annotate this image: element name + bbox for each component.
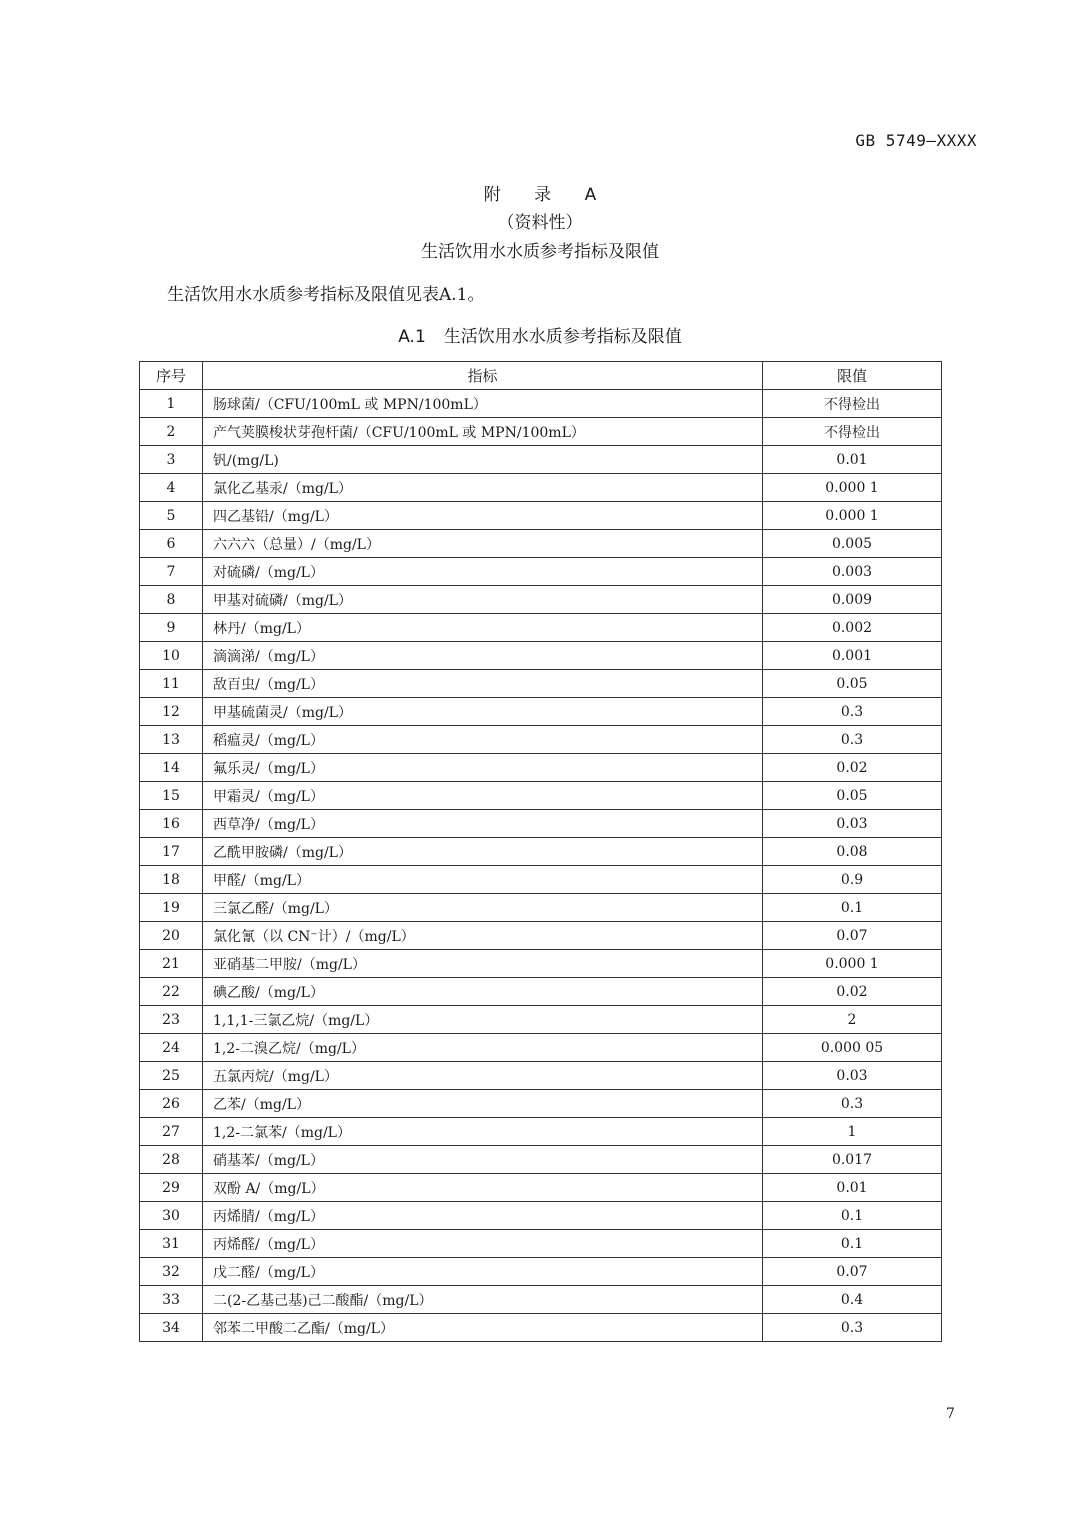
row-limit-cell: 不得检出 [763, 390, 942, 418]
row-serial-cell: 10 [140, 642, 203, 670]
row-indicator-cell: 双酚 A/（mg/L） [203, 1174, 763, 1202]
row-indicator-cell: 二(2-乙基己基)己二酸酯/（mg/L） [203, 1286, 763, 1314]
row-serial-cell: 25 [140, 1062, 203, 1090]
column-header-indicator: 指标 [203, 362, 763, 390]
row-serial-cell: 31 [140, 1230, 203, 1258]
row-indicator-cell: 甲基硫菌灵/（mg/L） [203, 698, 763, 726]
table-row [140, 642, 942, 670]
row-limit-cell: 0.1 [763, 894, 942, 922]
row-serial-cell: 34 [140, 1314, 203, 1342]
table-caption [0, 322, 1080, 347]
table-row [140, 558, 942, 586]
row-limit-cell: 0.000 1 [763, 950, 942, 978]
row-indicator-cell: 对硫磷/（mg/L） [203, 558, 763, 586]
row-serial-cell: 5 [140, 502, 203, 530]
row-limit-cell: 0.005 [763, 530, 942, 558]
row-indicator-cell: 三氯乙醛/（mg/L） [203, 894, 763, 922]
row-indicator-cell: 邻苯二甲酸二乙酯/（mg/L） [203, 1314, 763, 1342]
table-row [140, 698, 942, 726]
row-serial-cell: 13 [140, 726, 203, 754]
page-number: 7 [946, 1406, 955, 1422]
table-row [140, 922, 942, 950]
row-serial-cell: 1 [140, 390, 203, 418]
table-row [140, 1202, 942, 1230]
row-limit-cell: 0.05 [763, 782, 942, 810]
table-row [140, 782, 942, 810]
row-indicator-cell: 六六六（总量）/（mg/L） [203, 530, 763, 558]
row-limit-cell: 2 [763, 1006, 942, 1034]
row-limit-cell: 0.02 [763, 978, 942, 1006]
row-serial-cell: 29 [140, 1174, 203, 1202]
row-indicator-cell: 滴滴涕/（mg/L） [203, 642, 763, 670]
row-serial-cell: 28 [140, 1146, 203, 1174]
row-serial-cell: 24 [140, 1034, 203, 1062]
row-serial-cell: 15 [140, 782, 203, 810]
row-limit-cell: 0.009 [763, 586, 942, 614]
table-row [140, 530, 942, 558]
row-indicator-cell: 乙苯/（mg/L） [203, 1090, 763, 1118]
table-body [140, 390, 942, 1342]
row-limit-cell: 0.05 [763, 670, 942, 698]
table-row [140, 446, 942, 474]
row-limit-cell: 0.002 [763, 614, 942, 642]
row-serial-cell: 33 [140, 1286, 203, 1314]
row-limit-cell: 0.01 [763, 1174, 942, 1202]
row-limit-cell: 0.01 [763, 446, 942, 474]
row-indicator-cell: 丙烯腈/（mg/L） [203, 1202, 763, 1230]
row-limit-cell: 0.003 [763, 558, 942, 586]
row-serial-cell: 14 [140, 754, 203, 782]
table-row [140, 1090, 942, 1118]
row-indicator-cell: 产气荚膜梭状芽孢杆菌/（CFU/100mL 或 MPN/100mL） [203, 418, 763, 446]
table-header-row [140, 362, 942, 390]
table-row [140, 474, 942, 502]
row-indicator-cell: 氯化乙基汞/（mg/L） [203, 474, 763, 502]
row-indicator-cell: 氯化氰（以 CN⁻计）/（mg/L） [203, 922, 763, 950]
row-serial-cell: 6 [140, 530, 203, 558]
row-serial-cell: 23 [140, 1006, 203, 1034]
row-limit-cell: 0.017 [763, 1146, 942, 1174]
row-limit-cell: 0.9 [763, 866, 942, 894]
row-serial-cell: 19 [140, 894, 203, 922]
row-limit-cell: 0.000 1 [763, 474, 942, 502]
table-row [140, 670, 942, 698]
row-limit-cell: 不得检出 [763, 418, 942, 446]
table-row [140, 866, 942, 894]
row-indicator-cell: 碘乙酸/（mg/L） [203, 978, 763, 1006]
row-serial-cell: 2 [140, 418, 203, 446]
row-serial-cell: 9 [140, 614, 203, 642]
row-serial-cell: 18 [140, 866, 203, 894]
row-indicator-cell: 1,1,1-三氯乙烷/（mg/L） [203, 1006, 763, 1034]
table-row [140, 1146, 942, 1174]
row-limit-cell: 1 [763, 1118, 942, 1146]
row-indicator-cell: 肠球菌/（CFU/100mL 或 MPN/100mL） [203, 390, 763, 418]
row-indicator-cell: 林丹/（mg/L） [203, 614, 763, 642]
table-row [140, 1118, 942, 1146]
table-row [140, 810, 942, 838]
row-indicator-cell: 1,2-二溴乙烷/（mg/L） [203, 1034, 763, 1062]
intro-paragraph: 生活饮用水水质参考指标及限值见表A.1。 [167, 285, 485, 305]
standard-code: GB 5749—XXXX [855, 131, 977, 150]
table-row [140, 1314, 942, 1342]
row-serial-cell: 3 [140, 446, 203, 474]
row-limit-cell: 0.000 05 [763, 1034, 942, 1062]
row-indicator-cell: 1,2-二氯苯/（mg/L） [203, 1118, 763, 1146]
row-serial-cell: 27 [140, 1118, 203, 1146]
table-row [140, 1062, 942, 1090]
column-header-limit: 限值 [763, 362, 942, 390]
table-row [140, 586, 942, 614]
table-row [140, 894, 942, 922]
table-row [140, 838, 942, 866]
row-limit-cell: 0.000 1 [763, 502, 942, 530]
row-indicator-cell: 甲基对硫磷/（mg/L） [203, 586, 763, 614]
row-serial-cell: 4 [140, 474, 203, 502]
table-row [140, 1286, 942, 1314]
row-limit-cell: 0.03 [763, 810, 942, 838]
row-serial-cell: 22 [140, 978, 203, 1006]
row-limit-cell: 0.02 [763, 754, 942, 782]
row-limit-cell: 0.1 [763, 1202, 942, 1230]
row-limit-cell: 0.07 [763, 922, 942, 950]
row-indicator-cell: 亚硝基二甲胺/（mg/L） [203, 950, 763, 978]
table-row [140, 950, 942, 978]
row-serial-cell: 21 [140, 950, 203, 978]
table-row [140, 614, 942, 642]
row-indicator-cell: 西草净/（mg/L） [203, 810, 763, 838]
table-row [140, 502, 942, 530]
row-limit-cell: 0.1 [763, 1230, 942, 1258]
row-limit-cell: 0.07 [763, 1258, 942, 1286]
row-limit-cell: 0.001 [763, 642, 942, 670]
row-indicator-cell: 乙酰甲胺磷/（mg/L） [203, 838, 763, 866]
row-indicator-cell: 硝基苯/（mg/L） [203, 1146, 763, 1174]
appendix-title: 生活饮用水水质参考指标及限值 [421, 242, 659, 262]
table-caption-title: 生活饮用水水质参考指标及限值 [443, 327, 682, 347]
row-serial-cell: 26 [140, 1090, 203, 1118]
row-limit-cell: 0.3 [763, 698, 942, 726]
appendix-label: 附 录 A [483, 185, 611, 205]
row-indicator-cell: 氟乐灵/（mg/L） [203, 754, 763, 782]
table-row [140, 1230, 942, 1258]
row-limit-cell: 0.3 [763, 1090, 942, 1118]
row-serial-cell: 20 [140, 922, 203, 950]
row-limit-cell: 0.08 [763, 838, 942, 866]
table-row [140, 1034, 942, 1062]
appendix-nature: （资料性） [497, 213, 583, 233]
table-caption-number: A.1 [398, 327, 426, 347]
table-row [140, 1174, 942, 1202]
column-header-serial: 序号 [140, 362, 203, 390]
row-limit-cell: 0.3 [763, 726, 942, 754]
row-serial-cell: 11 [140, 670, 203, 698]
row-indicator-cell: 敌百虫/（mg/L） [203, 670, 763, 698]
table-row [140, 1006, 942, 1034]
row-indicator-cell: 戊二醛/（mg/L） [203, 1258, 763, 1286]
row-limit-cell: 0.4 [763, 1286, 942, 1314]
table-row [140, 390, 942, 418]
table-row [140, 726, 942, 754]
row-indicator-cell: 丙烯醛/（mg/L） [203, 1230, 763, 1258]
row-indicator-cell: 钒/(mg/L) [203, 446, 763, 474]
row-serial-cell: 12 [140, 698, 203, 726]
row-serial-cell: 32 [140, 1258, 203, 1286]
row-serial-cell: 7 [140, 558, 203, 586]
row-indicator-cell: 甲醛/（mg/L） [203, 866, 763, 894]
row-limit-cell: 0.03 [763, 1062, 942, 1090]
row-serial-cell: 16 [140, 810, 203, 838]
row-limit-cell: 0.3 [763, 1314, 942, 1342]
row-serial-cell: 8 [140, 586, 203, 614]
row-indicator-cell: 四乙基铅/（mg/L） [203, 502, 763, 530]
table-row [140, 1258, 942, 1286]
row-indicator-cell: 稻瘟灵/（mg/L） [203, 726, 763, 754]
table-row [140, 754, 942, 782]
row-serial-cell: 30 [140, 1202, 203, 1230]
table-row [140, 418, 942, 446]
row-indicator-cell: 五氯丙烷/（mg/L） [203, 1062, 763, 1090]
row-indicator-cell: 甲霜灵/（mg/L） [203, 782, 763, 810]
row-serial-cell: 17 [140, 838, 203, 866]
table-row [140, 978, 942, 1006]
limits-table [139, 361, 942, 1342]
